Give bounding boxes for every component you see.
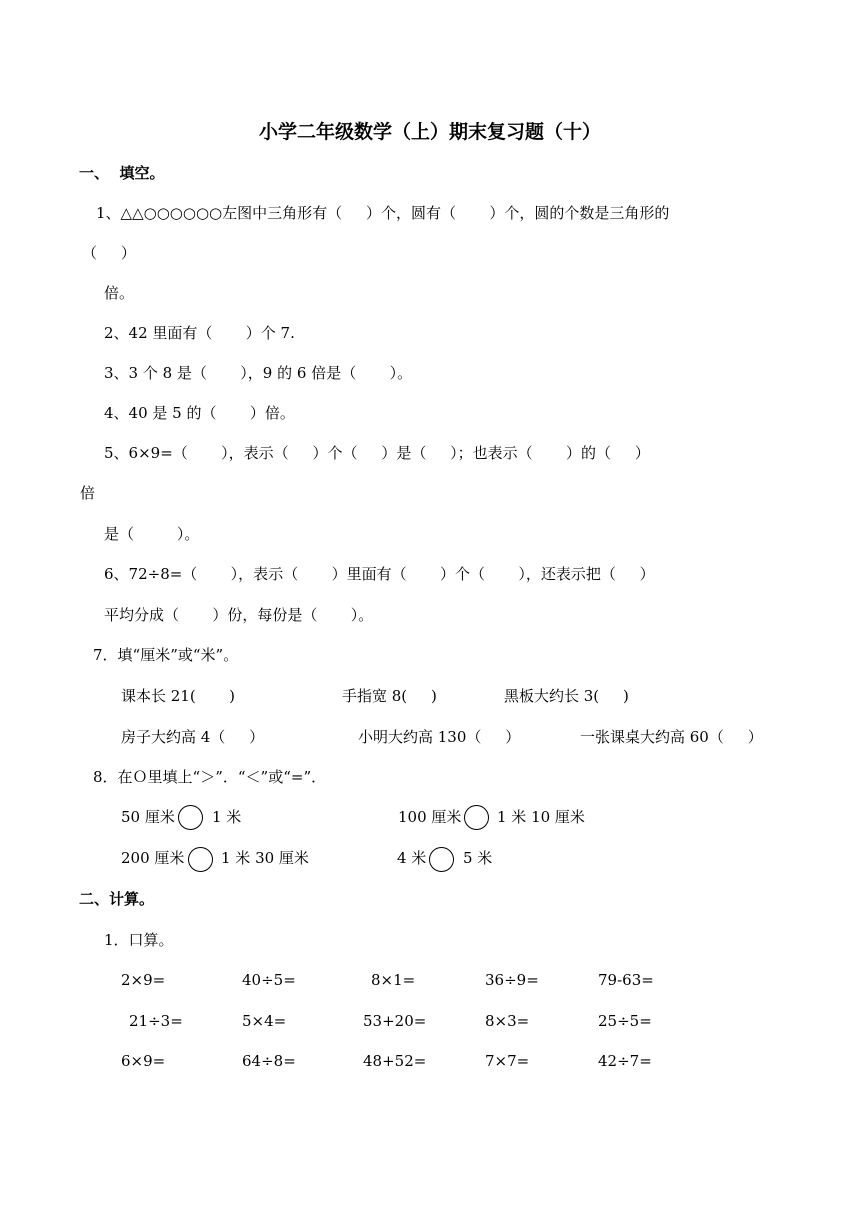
compare-circle[interactable] [464, 805, 489, 830]
question-4: 4、40 是 5 的（ ）倍。 [104, 404, 295, 422]
question-5: 5、6×9=（ ），表示（ ）个（ ）是（ ）；也表示（ ）的（ ） [104, 444, 650, 462]
compare-circle[interactable] [178, 805, 203, 830]
compare-right: 1 米 30 厘米 [221, 849, 309, 867]
oral-calc-item: 2×9= [121, 971, 166, 989]
compare-right: 1 米 [212, 808, 242, 826]
compare-right: 1 米 10 厘米 [497, 808, 585, 826]
question-5-cont: 倍 [80, 484, 96, 502]
oral-calc-item: 40÷5= [242, 971, 296, 989]
oral-calc-item: 5×4= [242, 1012, 287, 1030]
compare-left: 50 厘米 [121, 808, 175, 826]
compare-circle[interactable] [188, 847, 213, 872]
page-title: 小学二年级数学（上）期末复习题（十） [258, 121, 601, 143]
question-5-cont2: 是（ ）。 [104, 525, 200, 543]
compare-left: 100 厘米 [398, 808, 462, 826]
unit-item: 一张课桌大约高 60（ ） [580, 728, 763, 746]
question-6: 6、72÷8=（ ），表示（ ）里面有（ ）个（ ），还表示把（ ） [104, 565, 655, 583]
oral-calc-item: 8×3= [485, 1012, 530, 1030]
compare-left: 200 厘米 [121, 849, 185, 867]
unit-item: 手指宽 8( ) [342, 687, 437, 705]
unit-item: 小明大约高 130（ ） [358, 728, 521, 746]
oral-calc-item: 6×9= [121, 1052, 166, 1070]
unit-item: 黑板大约长 3( ) [504, 687, 629, 705]
compare-left: 4 米 [397, 849, 427, 867]
question-1-cont: （ ） [82, 244, 136, 262]
section-heading-calculate: 二、计算。 [79, 890, 155, 908]
oral-calc-item: 21÷3= [129, 1012, 183, 1030]
compare-right: 5 米 [463, 849, 493, 867]
unit-item: 房子大约高 4（ ） [121, 728, 265, 746]
oral-calc-item: 64÷8= [242, 1052, 296, 1070]
compare-circle[interactable] [429, 847, 454, 872]
oral-calc-item: 36÷9= [485, 971, 539, 989]
oral-calc-heading: 1．口算。 [104, 931, 174, 949]
oral-calc-item: 53+20= [363, 1012, 427, 1030]
question-6-cont: 平均分成（ ）份，每份是（ ）。 [104, 606, 374, 624]
section-heading-fill-blank: 一、 填空。 [79, 164, 165, 182]
oral-calc-item: 42÷7= [598, 1052, 652, 1070]
oral-calc-item: 25÷5= [598, 1012, 652, 1030]
oral-calc-item: 48+52= [363, 1052, 427, 1070]
oral-calc-item: 79-63= [598, 971, 654, 989]
oral-calc-item: 8×1= [371, 971, 416, 989]
question-1-cont2: 倍。 [104, 284, 135, 302]
question-1: 1、△△○○○○○○左图中三角形有（ ）个，圆有（ ）个，圆的个数是三角形的 [96, 204, 670, 222]
question-8-heading: 8．在Ｏ里填上“＞”．“＜”或“=”． [93, 768, 327, 786]
oral-calc-item: 7×7= [485, 1052, 530, 1070]
question-7-heading: 7．填“厘米”或“米”。 [93, 646, 239, 664]
question-3: 3、3 个 8 是（ ），9 的 6 倍是（ ）。 [104, 364, 413, 382]
question-2: 2、42 里面有（ ）个 7. [104, 324, 295, 342]
unit-item: 课本长 21( ) [121, 687, 235, 705]
